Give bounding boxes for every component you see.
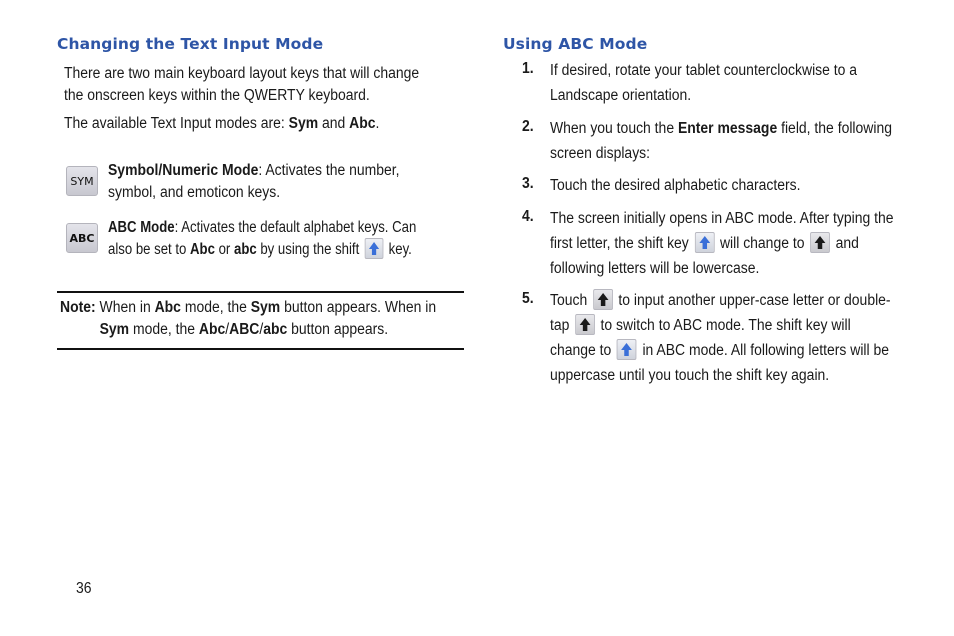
step-number: 2.: [522, 118, 534, 135]
sym-mode-description: Symbol/Numeric Mode: Activates the number, symbol, and emoticon keys.: [108, 162, 400, 201]
step-5-text: Touch to input another upper-case letter or double- tap to switch to ABC mode. The shift key will change to in ABC mode. All following letters will be uppercase until you touch the shift key again.: [550, 288, 891, 388]
shift-key-dark-icon: [810, 232, 830, 253]
step-number: 1.: [522, 60, 534, 77]
shift-key-dark-icon: [575, 314, 595, 335]
section-heading-abc: Using ABC Mode: [503, 35, 648, 53]
note-box: Note: When in Abc mode, the Sym button appears. When in Sym mode, the Abc/ABC/abc button appears.: [60, 299, 437, 338]
shift-key-blue-icon: [617, 339, 637, 360]
step-number: 3.: [522, 175, 534, 192]
abc-key-icon: ABC: [66, 223, 98, 253]
step-1-text: If desired, rotate your tablet counterclockwise to a Landscape orientation.: [550, 62, 858, 104]
abc-mode-description: ABC Mode: Activates the default alphabet keys. Can also be set to Abc or abc by using the shift key.: [108, 219, 417, 258]
page-number: 36: [76, 580, 92, 597]
step-number: 4.: [522, 208, 534, 225]
shift-key-dark-icon: [593, 289, 613, 310]
modes-paragraph: The available Text Input modes are: Sym and Abc.: [64, 115, 380, 132]
intro-paragraph: There are two main keyboard layout keys that will change the onscreen keys within the QWERTY keyboard.: [64, 65, 420, 104]
note-top-rule: [57, 291, 464, 293]
step-4-text: The screen initially opens in ABC mode. After typing the first letter, the shift key will change to and following letters will be lowercase.: [550, 210, 894, 277]
step-3-text: Touch the desired alphabetic characters.: [550, 177, 801, 194]
shift-key-blue-icon: [694, 232, 714, 253]
section-heading: Changing the Text Input Mode: [57, 35, 324, 53]
step-2-text: When you touch the Enter message field, the following screen displays:: [550, 120, 892, 162]
step-number: 5.: [522, 290, 534, 307]
note-bottom-rule: [57, 348, 464, 350]
sym-key-icon: SYM: [66, 166, 98, 196]
shift-key-icon: [365, 238, 384, 259]
